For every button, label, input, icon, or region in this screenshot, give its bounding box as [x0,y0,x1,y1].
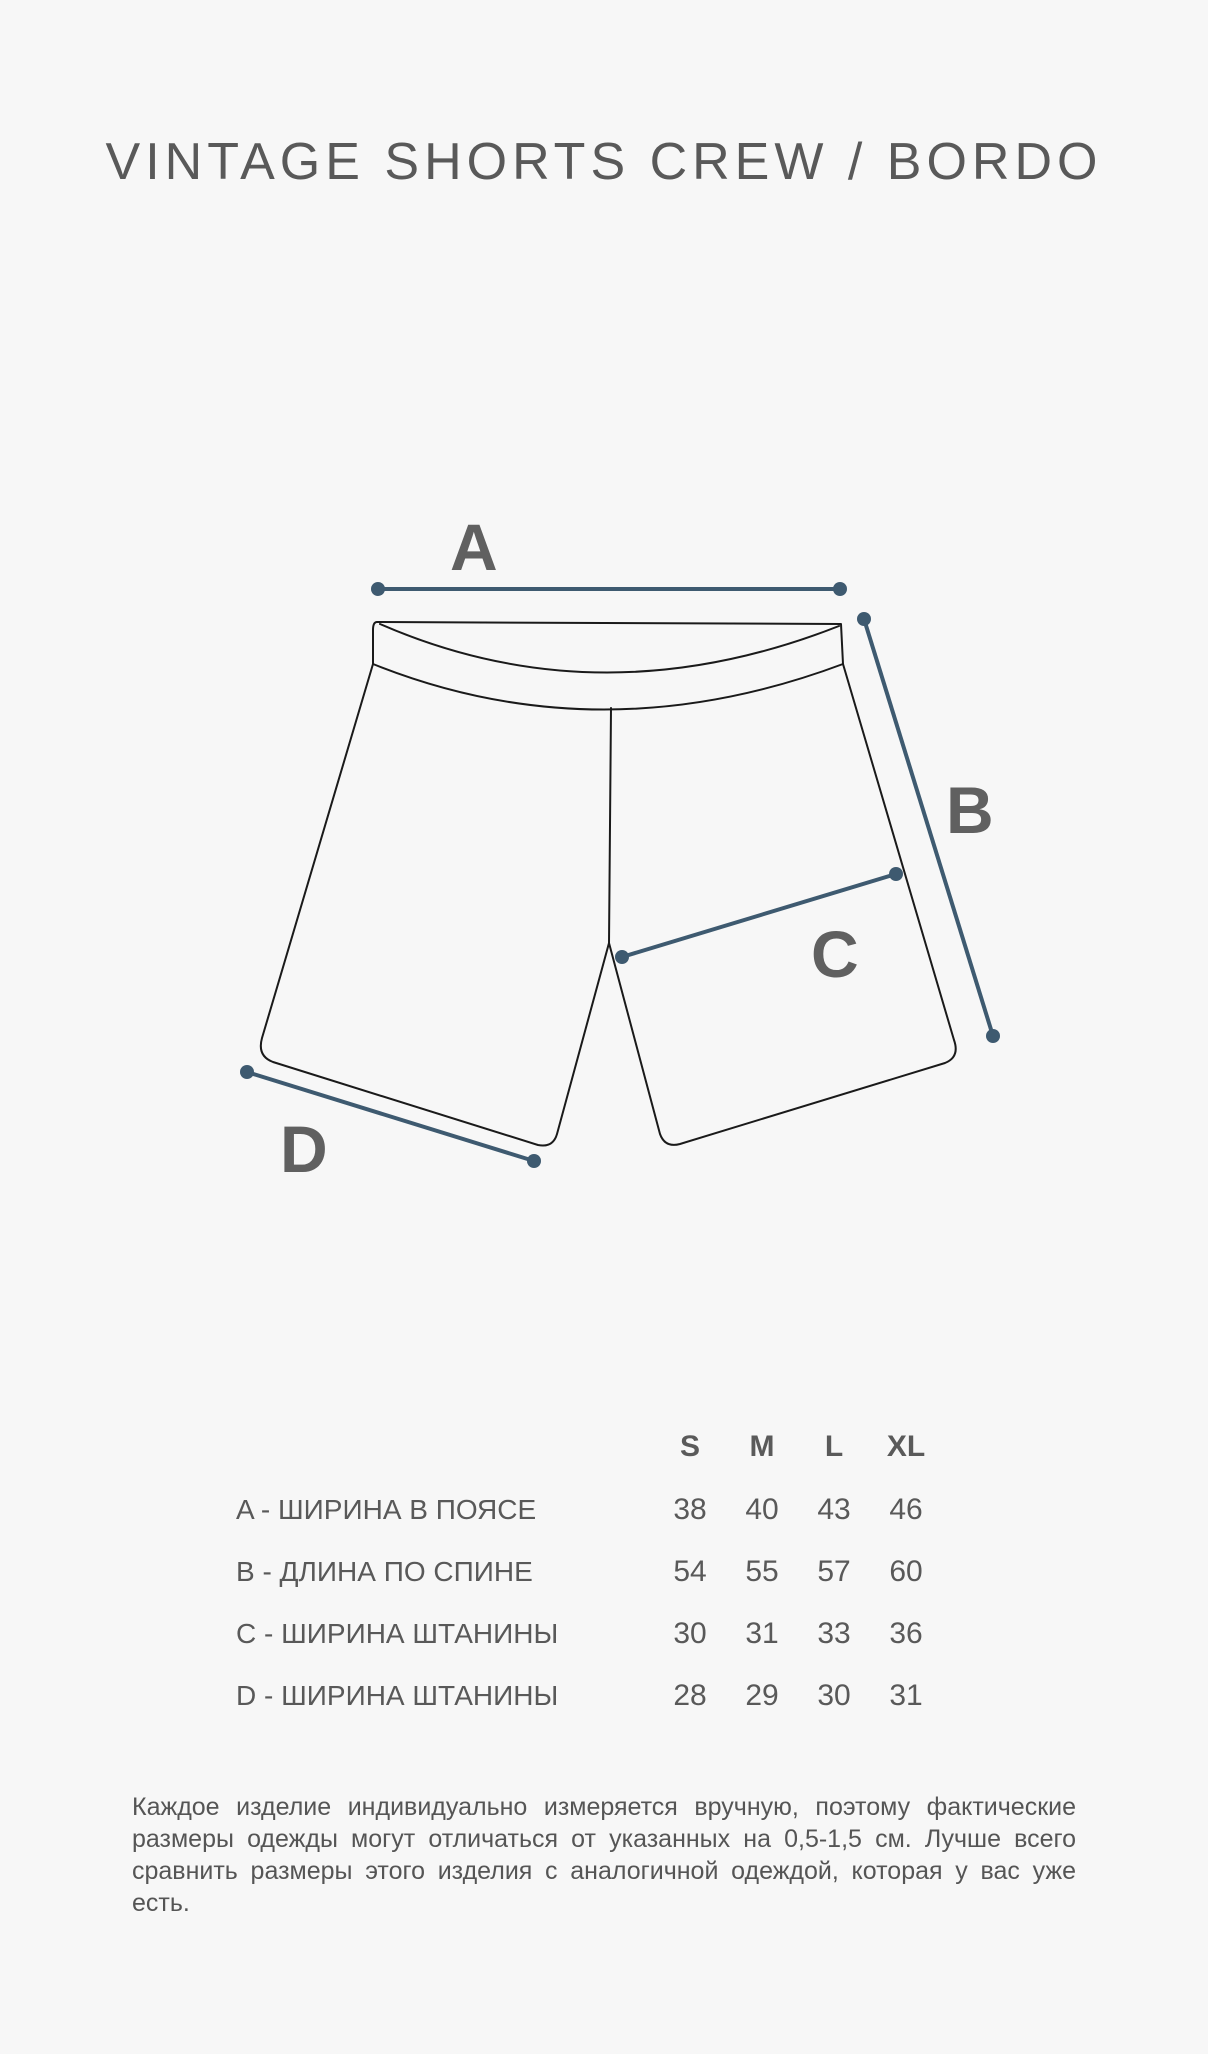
row-label: D - ШИРИНА ШТАНИНЫ [236,1680,559,1711]
size-value: 36 [889,1617,923,1650]
left-leg [261,664,611,1146]
size-value: 29 [745,1679,779,1712]
measurement-note: Каждое изделие индивидуально измеряется вручную, поэтому фактические размеры одежды могут отличаться от указанных на 0,5-1,5 см. Лучше всего сравнить размеры этого изделия с аналогичной одеждой, которая у вас уже есть. [132,1793,1076,1917]
size-value: 55 [745,1555,779,1588]
size-header-l: L [824,1430,844,1463]
size-header-row [230,1425,942,1479]
size-value: 31 [889,1679,923,1712]
measure-dot [857,612,871,626]
size-value: 54 [673,1555,707,1588]
size-value: 46 [889,1493,923,1526]
measure-dot [615,950,629,964]
size-header-xl: XL [886,1430,926,1463]
row-label: C - ШИРИНА ШТАНИНЫ [236,1618,559,1649]
waistband [373,622,843,710]
label-c: C [811,917,859,991]
row-label: B - ДЛИНА ПО СПИНЕ [236,1556,533,1587]
label-d: D [280,1112,328,1186]
label-b: B [946,773,994,847]
label-a: A [450,510,498,584]
measure-dot [889,867,903,881]
size-value: 60 [889,1555,923,1588]
table-row [230,1541,942,1603]
measure-dot [240,1065,254,1079]
size-header-s: S [679,1430,700,1463]
size-header-blank [230,1425,654,1479]
size-table [230,1425,942,1727]
size-value: 38 [673,1493,707,1526]
measure-dot [833,582,847,596]
size-value: 43 [817,1493,851,1526]
shorts-outline [261,622,956,1146]
size-value: 31 [745,1617,779,1650]
table-row [230,1479,942,1541]
size-header-m: M [749,1430,775,1463]
waistband-inner-curve [380,624,839,673]
measure-dot [371,582,385,596]
measure-dot [986,1029,1000,1043]
size-value: 30 [817,1679,851,1712]
measure-dot [527,1154,541,1168]
size-value: 30 [673,1617,707,1650]
right-leg [609,664,956,1145]
table-row [230,1665,942,1727]
size-value: 40 [745,1493,779,1526]
row-label: A - ШИРИНА В ПОЯСЕ [236,1494,537,1525]
size-value: 57 [817,1555,851,1588]
table-row [230,1603,942,1665]
size-value: 28 [673,1679,707,1712]
page-title: VINTAGE SHORTS CREW / BORDO [105,133,1103,191]
size-value: 33 [817,1617,851,1650]
